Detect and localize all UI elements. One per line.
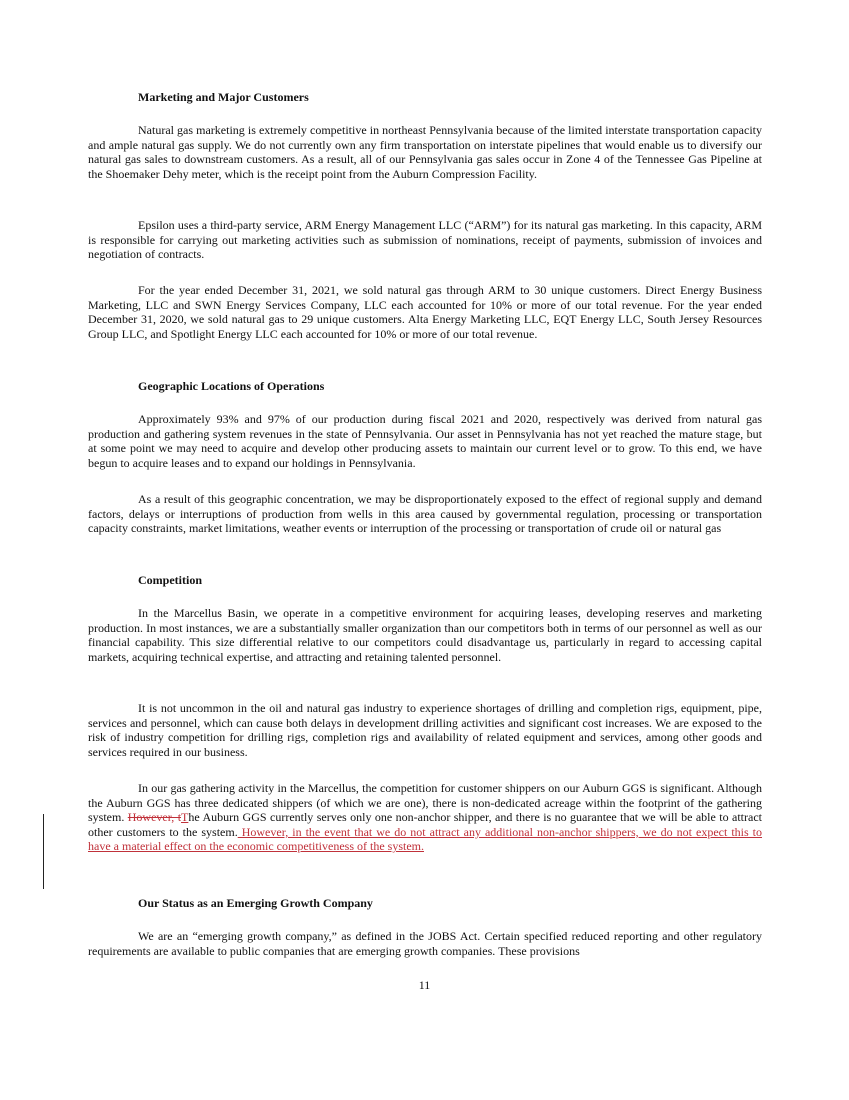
tracked-deletion: However, t	[127, 810, 182, 825]
paragraph-text: It is not uncommon in the oil and natural gas industry to experience shortages of drilling and completion rigs, equipment, pipe, services and personnel, which can cause both delays in development drilling activities and significant cost increases. We are exposed to the risk of industry competition for drilling rigs, completion rigs and availability of related equipment and services, among other goods and services required in our business.	[88, 701, 762, 759]
heading-status: Our Status as an Emerging Growth Company	[138, 896, 373, 910]
revision-change-bar	[43, 814, 44, 889]
comp-3-text-a: In our gas gathering activity in the Marcellus, the competition for customer shippers on our Auburn GGS is significant. Although the Auburn GGS has three dedicated shippers (of which we are one), there is non-dedicated acreage within the footprint of the gathering system.	[88, 781, 762, 825]
heading-geographic: Geographic Locations of Operations	[138, 379, 325, 393]
heading-competition: Competition	[138, 573, 202, 587]
paragraph-comp-3	[88, 781, 762, 854]
paragraph-marketing-1	[88, 123, 762, 181]
paragraph-marketing-3	[88, 283, 762, 341]
paragraph-text: Natural gas marketing is extremely competitive in northeast Pennsylvania because of the limited interstate transportation capacity and ample natural gas supply. We do not currently own any firm transportation on interstate pipelines that would enable us to diversify our natural gas sales to downstream customers. As a result, all of our Pennsylvania gas sales occur in Zone 4 of the Tennessee Gas Pipeline at the Shoemaker Dehy meter, which is the receipt point from the Auburn Compression Facility.	[88, 123, 762, 181]
paragraph-text: For the year ended December 31, 2021, we sold natural gas through ARM to 30 unique customers. Direct Energy Business Marketing, LLC and SWN Energy Services Company, LLC each accounted for 10% or more of our total revenue. For the year ended December 31, 2020, we sold natural gas to 29 unique customers. Alta Energy Marketing LLC, EQT Energy LLC, South Jersey Resources Group LLC, and Spotlight Energy LLC each accounted for 10% or more of our total revenue.	[88, 283, 762, 341]
paragraph-comp-1	[88, 606, 762, 664]
page-number: 11	[418, 978, 431, 992]
paragraph-text: As a result of this geographic concentration, we may be disproportionately exposed to the effect of regional supply and demand factors, delays or interruptions of production from wells in this area caused by governmental regulation, processing or transportation capacity constraints, market limitations, weather events or interruption of the processing or transportation of crude oil or natural gas	[88, 492, 762, 536]
paragraph-comp-2	[88, 701, 762, 759]
paragraph-marketing-2	[88, 218, 762, 262]
comp-3-text-b: he Auburn GGS currently serves only one non-anchor shipper, and there is no guarantee that we will be able to attract other customers to the system.	[88, 810, 762, 839]
tracked-insertion: However, in the event that we do not attract any additional non-anchor shippers, we do not expect this to have a material effect on the economic competitiveness of the system.	[88, 824, 763, 854]
paragraph-geo-1	[88, 412, 762, 470]
paragraph-text: In the Marcellus Basin, we operate in a competitive environment for acquiring leases, developing reserves and marketing production. In most instances, we are a substantially smaller organization than our competitors both in terms of our personnel as well as our financial capability. This size differential relative to our competitors could disadvantage us, particularly in regard to accessing capital markets, acquiring technical expertise, and attracting and retaining talented personnel.	[88, 606, 762, 664]
paragraph-text: Epsilon uses a third-party service, ARM Energy Management LLC (“ARM”) for its natural gas marketing. In this capacity, ARM is responsible for carrying out marketing activities such as submission of nominations, receipt of payments, submission of invoices and negotiation of contracts.	[88, 218, 762, 262]
paragraph-text: Approximately 93% and 97% of our production during fiscal 2021 and 2020, respectively was derived from natural gas production and gathering system revenues in the state of Pennsylvania. Our asset in Pennsylvania has not yet reached the mature stage, but at some point we may need to acquire and develop other producing assets to maintain our current level or to grow. To this end, we have begun to acquire leases and to expand our holdings in Pennsylvania.	[88, 412, 762, 470]
paragraph-text: We are an “emerging growth company,” as defined in the JOBS Act. Certain specified reduced reporting and other regulatory requirements are available to public companies that are emerging growth companies. These provisions	[88, 929, 762, 958]
paragraph-text	[88, 781, 762, 854]
heading-marketing: Marketing and Major Customers	[138, 90, 309, 104]
tracked-insertion-capital: T	[181, 810, 189, 825]
paragraph-status-1	[88, 929, 762, 958]
paragraph-geo-2	[88, 492, 762, 536]
